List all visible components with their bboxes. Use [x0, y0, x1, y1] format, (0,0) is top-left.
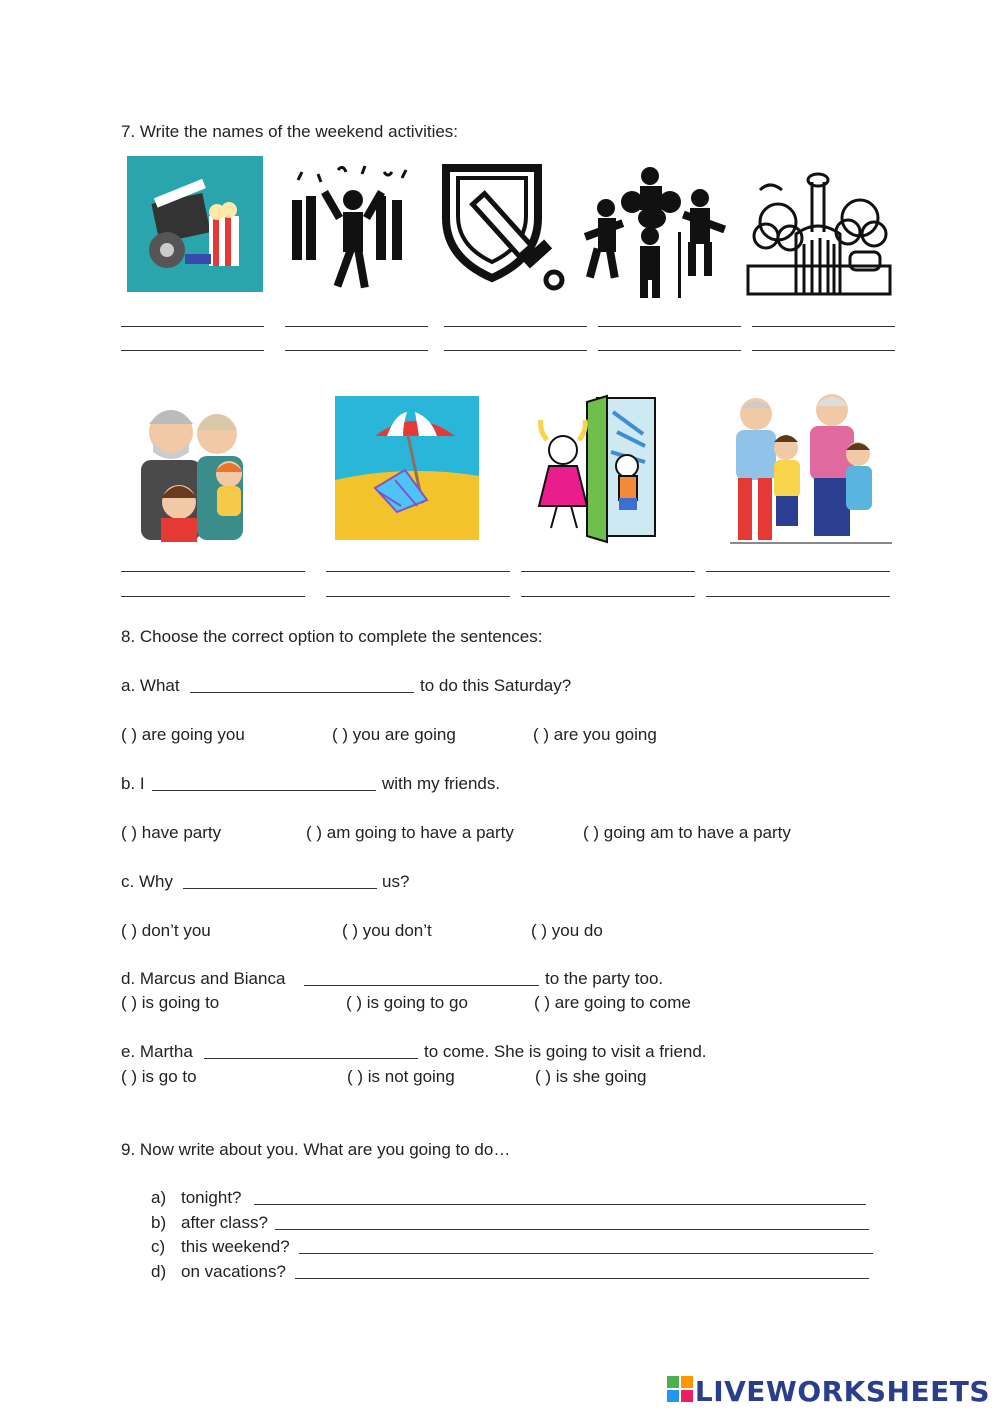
- question-d-end: to the party too.: [545, 969, 664, 988]
- brand-name: LIVEWORKSHEETS: [694, 1374, 990, 1408]
- grandparents-grandchildren-icon: [728, 392, 894, 546]
- answer-blank-6b[interactable]: [121, 596, 305, 597]
- option-a1[interactable]: ( ) are going you: [121, 725, 245, 744]
- question-e-end: to come. She is going to visit a friend.: [424, 1042, 707, 1061]
- option-c3[interactable]: ( ) you do: [531, 921, 603, 940]
- answer-blank-7a[interactable]: [326, 571, 510, 572]
- grandparents-family-icon: [133, 402, 249, 542]
- option-e3[interactable]: ( ) is she going: [535, 1067, 647, 1086]
- band-concert-icon: [582, 162, 732, 300]
- section9-heading: 9. Now write about you. What are you going to do…: [121, 1140, 511, 1159]
- answer-blank-3a[interactable]: [444, 326, 587, 327]
- answer-blank-5b[interactable]: [752, 350, 895, 351]
- party-icon: [288, 160, 418, 292]
- answer-blank-4a[interactable]: [598, 326, 741, 327]
- option-b2[interactable]: ( ) am going to have a party: [306, 823, 514, 842]
- option-d2[interactable]: ( ) is going to go: [346, 993, 468, 1012]
- question-b-end: with my friends.: [382, 774, 501, 793]
- answer-blank-2a[interactable]: [285, 326, 428, 327]
- section7-heading: 7. Write the names of the weekend activities:: [121, 122, 459, 141]
- question-b-blank[interactable]: [152, 790, 376, 791]
- answer-line-tonight[interactable]: [254, 1204, 866, 1205]
- item-text-a: tonight?: [181, 1188, 242, 1207]
- option-e1[interactable]: ( ) is go to: [121, 1067, 197, 1086]
- question-c-start: c. Why: [121, 872, 173, 891]
- option-d3[interactable]: ( ) are going to come: [534, 993, 691, 1012]
- zoo-icon: [746, 172, 892, 296]
- question-e-start: e. Martha: [121, 1042, 193, 1061]
- answer-blank-2b[interactable]: [285, 350, 428, 351]
- beach-umbrella-icon: [335, 396, 479, 540]
- answer-blank-3b[interactable]: [444, 350, 587, 351]
- question-b-start: b. I: [121, 774, 145, 793]
- question-c-blank[interactable]: [183, 888, 377, 889]
- question-d-start: d. Marcus and Bianca: [121, 969, 286, 988]
- movies-icon: [127, 156, 263, 292]
- answer-blank-1a[interactable]: [121, 326, 264, 327]
- option-b1[interactable]: ( ) have party: [121, 823, 222, 842]
- answer-blank-1b[interactable]: [121, 350, 264, 351]
- live-badge-icon: [667, 1376, 693, 1409]
- question-a-start: a. What: [121, 676, 180, 695]
- option-a3[interactable]: ( ) are you going: [533, 725, 657, 744]
- option-d1[interactable]: ( ) is going to: [121, 993, 220, 1012]
- question-e-blank[interactable]: [204, 1058, 418, 1059]
- children-door-icon: [527, 392, 661, 546]
- item-text-c: this weekend?: [181, 1237, 290, 1256]
- option-a2[interactable]: ( ) you are going: [332, 725, 456, 744]
- answer-blank-7b[interactable]: [326, 596, 510, 597]
- liveworksheets-logo: [667, 1375, 990, 1410]
- shield-sword-icon: [436, 162, 566, 292]
- option-e2[interactable]: ( ) is not going: [347, 1067, 455, 1086]
- item-letter-a: a): [151, 1188, 167, 1207]
- answer-blank-8b[interactable]: [521, 596, 695, 597]
- answer-line-vacations[interactable]: [295, 1278, 869, 1279]
- item-letter-b: b): [151, 1213, 167, 1232]
- item-letter-d: d): [151, 1262, 167, 1281]
- answer-line-after-class[interactable]: [275, 1229, 869, 1230]
- item-letter-c: c): [151, 1237, 166, 1256]
- question-d-blank[interactable]: [304, 985, 539, 986]
- question-a-end: to do this Saturday?: [420, 676, 572, 695]
- answer-blank-9b[interactable]: [706, 596, 890, 597]
- section8-heading: 8. Choose the correct option to complete the sentences:: [121, 627, 543, 646]
- answer-blank-8a[interactable]: [521, 571, 695, 572]
- answer-blank-5a[interactable]: [752, 326, 895, 327]
- question-a-blank[interactable]: [190, 692, 414, 693]
- item-text-d: on vacations?: [181, 1262, 286, 1281]
- item-text-b: after class?: [181, 1213, 268, 1232]
- answer-line-weekend[interactable]: [299, 1253, 873, 1254]
- answer-blank-9a[interactable]: [706, 571, 890, 572]
- question-c-end: us?: [382, 872, 410, 891]
- option-c1[interactable]: ( ) don’t you: [121, 921, 211, 940]
- option-b3[interactable]: ( ) going am to have a party: [583, 823, 791, 842]
- answer-blank-6a[interactable]: [121, 571, 305, 572]
- answer-blank-4b[interactable]: [598, 350, 741, 351]
- option-c2[interactable]: ( ) you don’t: [342, 921, 432, 940]
